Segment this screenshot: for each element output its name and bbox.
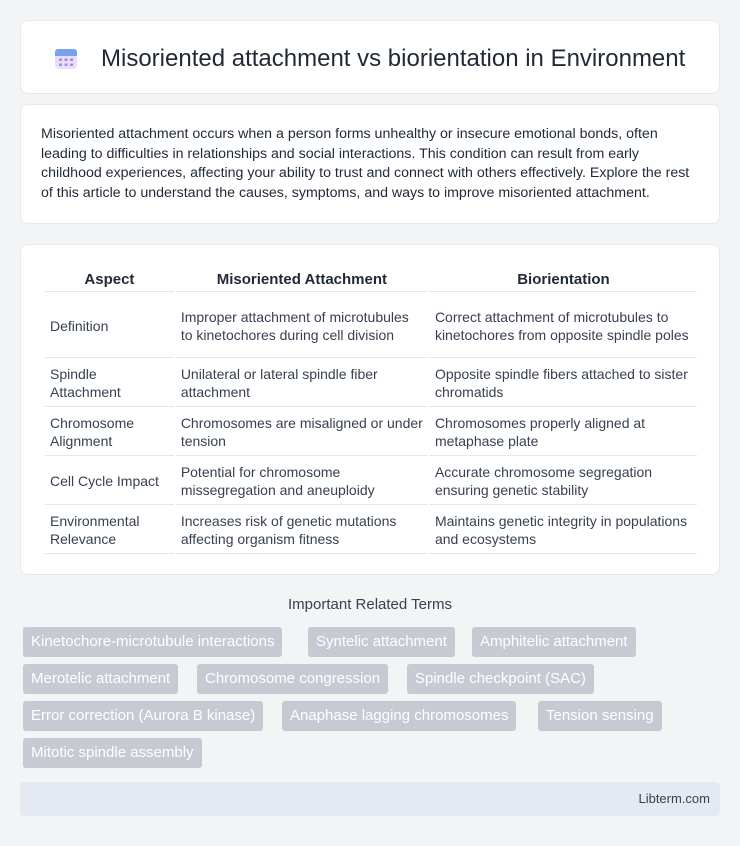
page-title: Misoriented attachment vs biorientation in Environment — [101, 45, 686, 72]
intro-text: Misoriented attachment occurs when a person forms unhealthy or insecure emotional bonds, often leading to difficulties in relationships and social interactions. This condition can result from early childhood experiences, affecting your ability to trust and connect with others effectively. Explore the rest of this article to understand the causes, symptoms, and ways to improve misoriented attachment. — [41, 126, 690, 201]
related-term-tag[interactable]: Spindle checkpoint (SAC) — [407, 664, 594, 694]
comparison-table — [43, 265, 699, 556]
footer-brand-link[interactable]: Libterm.com — [638, 791, 710, 806]
related-term-tag[interactable]: Mitotic spindle assembly — [23, 738, 202, 768]
cell-misoriented: Unilateral or lateral spindle fiber attachment — [176, 360, 428, 407]
comparison-table-card — [20, 244, 720, 575]
header-misoriented: Misoriented Attachment — [176, 267, 428, 292]
cell-aspect: Definition — [45, 294, 174, 358]
related-term-tag[interactable]: Kinetochore-microtubule interactions — [23, 627, 282, 657]
intro-card — [20, 104, 720, 224]
cell-aspect: Spindle Attachment — [45, 360, 174, 407]
cell-misoriented: Potential for chromosome missegregation and aneuploidy — [176, 458, 428, 505]
related-term-tag[interactable]: Anaphase lagging chromosomes — [282, 701, 516, 731]
cell-misoriented: Increases risk of genetic mutations affecting organism fitness — [176, 507, 428, 554]
cell-biorientation: Maintains genetic integrity in populations and ecosystems — [430, 507, 697, 554]
header-aspect: Aspect — [45, 267, 174, 292]
cell-misoriented: Chromosomes are misaligned or under tension — [176, 409, 428, 456]
related-term-tag[interactable]: Syntelic attachment — [308, 627, 455, 657]
related-term-tag[interactable]: Tension sensing — [538, 701, 662, 731]
calendar-icon — [53, 45, 79, 71]
related-term-tag[interactable]: Merotelic attachment — [23, 664, 178, 694]
cell-biorientation: Opposite spindle fibers attached to sister chromatids — [430, 360, 697, 407]
cell-misoriented: Improper attachment of microtubules to kinetochores during cell division — [176, 294, 428, 358]
table-row — [45, 458, 697, 505]
table-row — [45, 294, 697, 358]
cell-aspect: Environmental Relevance — [45, 507, 174, 554]
header-card — [20, 20, 720, 94]
cell-biorientation: Correct attachment of microtubules to kinetochores from opposite spindle poles — [430, 294, 697, 358]
table-row — [45, 360, 697, 407]
cell-aspect: Cell Cycle Impact — [45, 458, 174, 505]
related-term-tag[interactable]: Error correction (Aurora B kinase) — [23, 701, 263, 731]
related-terms-title: Important Related Terms — [288, 596, 452, 613]
footer — [20, 782, 720, 816]
cell-aspect: Chromosome Alignment — [45, 409, 174, 456]
table-row — [45, 507, 697, 554]
related-term-tag[interactable]: Amphitelic attachment — [472, 627, 636, 657]
table-row — [45, 409, 697, 456]
header-biorientation: Biorientation — [430, 267, 697, 292]
related-term-tag[interactable]: Chromosome congression — [197, 664, 388, 694]
cell-biorientation: Chromosomes properly aligned at metaphase plate — [430, 409, 697, 456]
cell-biorientation: Accurate chromosome segregation ensuring genetic stability — [430, 458, 697, 505]
table-header-row — [45, 267, 697, 292]
